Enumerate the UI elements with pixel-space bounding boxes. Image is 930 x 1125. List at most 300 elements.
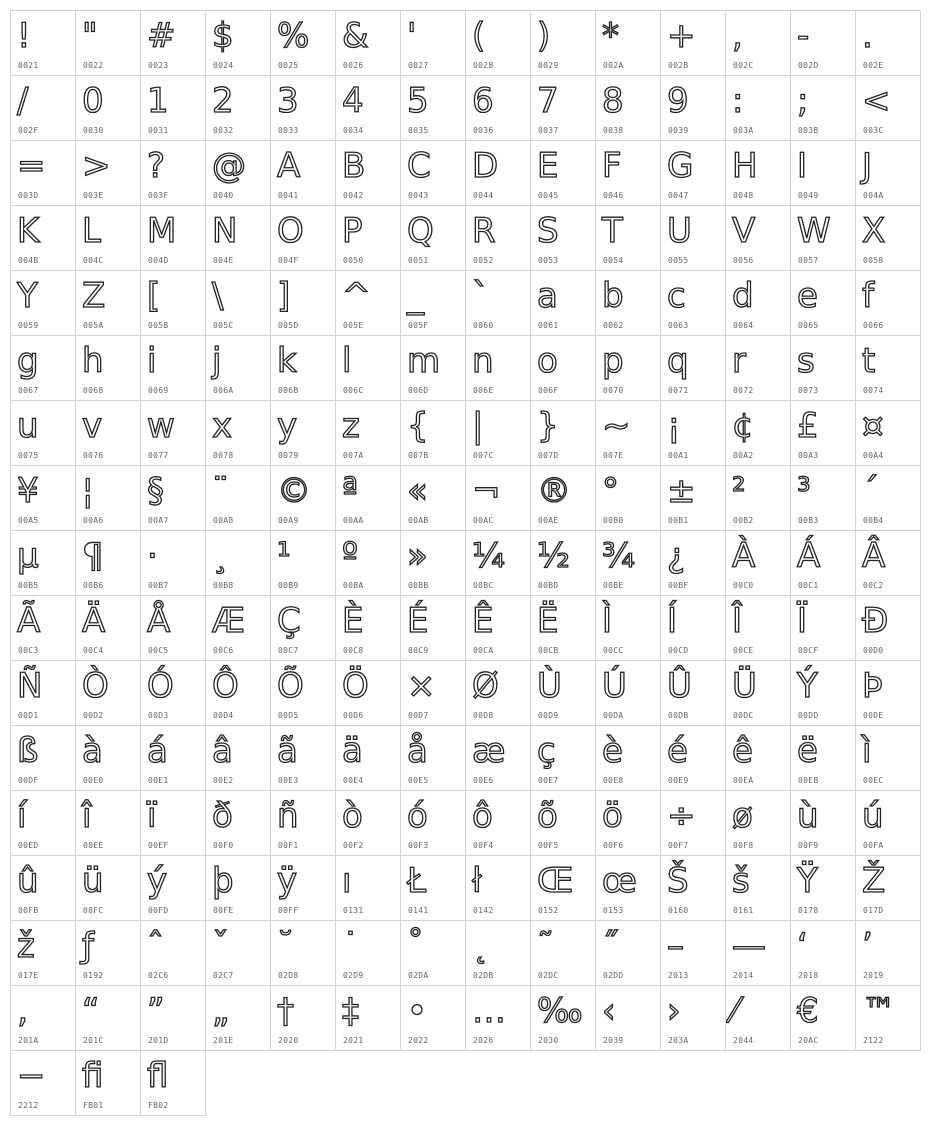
glyph-character: ñ bbox=[277, 796, 299, 836]
glyph-codepoint: 0025 bbox=[278, 61, 299, 70]
glyph-cell bbox=[856, 401, 921, 466]
glyph-cell bbox=[856, 596, 921, 661]
glyph-cell bbox=[401, 401, 466, 466]
glyph-codepoint: 00A3 bbox=[798, 451, 819, 460]
glyph-cell bbox=[531, 76, 596, 141]
glyph-character: æ bbox=[472, 731, 506, 771]
glyph-codepoint: 02D8 bbox=[278, 971, 299, 980]
glyph-codepoint: 00B0 bbox=[603, 516, 624, 525]
glyph-character: ’ bbox=[862, 926, 873, 966]
glyph-codepoint: 0077 bbox=[148, 451, 169, 460]
glyph-codepoint: 00DE bbox=[863, 711, 884, 720]
glyph-cell bbox=[531, 661, 596, 726]
glyph-character: a bbox=[537, 276, 558, 316]
glyph-codepoint: 00BA bbox=[343, 581, 364, 590]
glyph-character: “ bbox=[82, 991, 100, 1031]
glyph-cell bbox=[206, 206, 271, 271]
glyph-codepoint: FB02 bbox=[148, 1101, 169, 1110]
glyph-character: - bbox=[797, 16, 810, 56]
glyph-character: ‹ bbox=[602, 991, 616, 1031]
glyph-cell bbox=[11, 141, 76, 206]
glyph-character: g bbox=[17, 341, 39, 381]
glyph-cell bbox=[11, 791, 76, 856]
glyph-cell bbox=[141, 336, 206, 401]
glyph-codepoint: 00B9 bbox=[278, 581, 299, 590]
glyph-character: n bbox=[472, 341, 494, 381]
glyph-codepoint: 00BE bbox=[603, 581, 624, 590]
glyph-cell bbox=[141, 661, 206, 726]
glyph-codepoint: 00ED bbox=[18, 841, 39, 850]
glyph-codepoint: 006F bbox=[538, 386, 559, 395]
glyph-cell bbox=[206, 726, 271, 791]
glyph-codepoint: 00C6 bbox=[213, 646, 234, 655]
glyph-cell bbox=[76, 921, 141, 986]
glyph-cell bbox=[596, 726, 661, 791]
glyph-codepoint: 00C5 bbox=[148, 646, 169, 655]
glyph-codepoint: 00E9 bbox=[668, 776, 689, 785]
glyph-codepoint: 0070 bbox=[603, 386, 624, 395]
glyph-cell bbox=[401, 791, 466, 856]
glyph-character: % bbox=[277, 16, 310, 56]
glyph-character: − bbox=[17, 1056, 46, 1096]
glyph-codepoint: 02DD bbox=[603, 971, 624, 980]
glyph-character: õ bbox=[537, 796, 558, 836]
glyph-codepoint: 0049 bbox=[798, 191, 819, 200]
glyph-codepoint: 0064 bbox=[733, 321, 754, 330]
glyph-grid bbox=[10, 10, 920, 1116]
glyph-codepoint: 00B3 bbox=[798, 516, 819, 525]
glyph-cell bbox=[271, 271, 336, 336]
glyph-codepoint: 002D bbox=[798, 61, 819, 70]
glyph-codepoint: 2022 bbox=[408, 1036, 429, 1045]
glyph-character: Ø bbox=[472, 666, 499, 706]
glyph-cell bbox=[661, 141, 726, 206]
glyph-character: e bbox=[797, 276, 818, 316]
glyph-codepoint: 00E1 bbox=[148, 776, 169, 785]
glyph-codepoint: 0131 bbox=[343, 906, 364, 915]
glyph-character: · bbox=[147, 536, 158, 576]
glyph-cell bbox=[141, 856, 206, 921]
glyph-cell bbox=[531, 986, 596, 1051]
glyph-character: Š bbox=[667, 861, 689, 901]
glyph-character: ÿ bbox=[277, 861, 298, 901]
glyph-character: Î bbox=[732, 601, 743, 641]
glyph-codepoint: 00D8 bbox=[473, 711, 494, 720]
glyph-cell bbox=[531, 466, 596, 531]
glyph-character: ù bbox=[797, 796, 819, 836]
glyph-codepoint: 2020 bbox=[278, 1036, 299, 1045]
glyph-character: ú bbox=[862, 796, 884, 836]
glyph-character: Ö bbox=[342, 666, 369, 706]
glyph-cell bbox=[76, 661, 141, 726]
glyph-cell bbox=[271, 986, 336, 1051]
glyph-codepoint: 00A1 bbox=[668, 451, 689, 460]
glyph-codepoint: 005C bbox=[213, 321, 234, 330]
glyph-cell bbox=[596, 76, 661, 141]
glyph-codepoint: 0022 bbox=[83, 61, 104, 70]
glyph-cell bbox=[76, 141, 141, 206]
glyph-cell bbox=[466, 726, 531, 791]
glyph-character: W bbox=[797, 211, 831, 251]
glyph-codepoint: 00F8 bbox=[733, 841, 754, 850]
glyph-codepoint: 00E0 bbox=[83, 776, 104, 785]
glyph-codepoint: 00CE bbox=[733, 646, 754, 655]
glyph-cell bbox=[141, 466, 206, 531]
glyph-cell bbox=[531, 336, 596, 401]
glyph-codepoint: 00F1 bbox=[278, 841, 299, 850]
glyph-character: Ý bbox=[797, 666, 818, 706]
glyph-cell bbox=[726, 141, 791, 206]
glyph-character: R bbox=[472, 211, 496, 251]
glyph-codepoint: 0178 bbox=[798, 906, 819, 915]
glyph-character: ± bbox=[667, 471, 696, 511]
glyph-character: y bbox=[277, 406, 298, 446]
glyph-codepoint: 00CF bbox=[798, 646, 819, 655]
glyph-cell bbox=[206, 466, 271, 531]
glyph-cell bbox=[466, 401, 531, 466]
glyph-character: ‡ bbox=[342, 991, 359, 1031]
glyph-character: L bbox=[82, 211, 101, 251]
glyph-character: h bbox=[82, 341, 104, 381]
glyph-codepoint: 0160 bbox=[668, 906, 689, 915]
glyph-codepoint: 0033 bbox=[278, 126, 299, 135]
glyph-codepoint: 00C0 bbox=[733, 581, 754, 590]
glyph-character: ˙ bbox=[342, 926, 359, 966]
glyph-codepoint: 2044 bbox=[733, 1036, 754, 1045]
glyph-character: ł bbox=[472, 861, 482, 901]
glyph-cell bbox=[336, 531, 401, 596]
glyph-character: 5 bbox=[407, 81, 429, 121]
glyph-character: ê bbox=[732, 731, 753, 771]
glyph-cell bbox=[596, 401, 661, 466]
glyph-codepoint: 00E4 bbox=[343, 776, 364, 785]
glyph-cell bbox=[141, 791, 206, 856]
glyph-codepoint: 201E bbox=[213, 1036, 234, 1045]
glyph-character: ç bbox=[537, 731, 556, 771]
glyph-cell bbox=[661, 466, 726, 531]
glyph-cell bbox=[401, 466, 466, 531]
glyph-cell bbox=[531, 726, 596, 791]
glyph-character: ó bbox=[407, 796, 428, 836]
glyph-codepoint: 005A bbox=[83, 321, 104, 330]
glyph-codepoint: 00F3 bbox=[408, 841, 429, 850]
glyph-character: s bbox=[797, 341, 815, 381]
glyph-character: Œ bbox=[537, 861, 574, 901]
glyph-character: Ê bbox=[472, 601, 494, 641]
glyph-codepoint: 0073 bbox=[798, 386, 819, 395]
glyph-character: ª bbox=[342, 471, 359, 511]
glyph-codepoint: 00FF bbox=[278, 906, 299, 915]
glyph-cell bbox=[531, 206, 596, 271]
glyph-codepoint: 2212 bbox=[18, 1101, 39, 1110]
glyph-codepoint: 00BC bbox=[473, 581, 494, 590]
glyph-cell bbox=[206, 271, 271, 336]
glyph-character: À bbox=[732, 536, 756, 576]
glyph-codepoint: 0152 bbox=[538, 906, 559, 915]
glyph-codepoint: 00AE bbox=[538, 516, 559, 525]
glyph-character: ä bbox=[342, 731, 363, 771]
glyph-cell bbox=[596, 661, 661, 726]
glyph-cell bbox=[401, 596, 466, 661]
glyph-character: Ü bbox=[732, 666, 757, 706]
glyph-cell bbox=[661, 76, 726, 141]
glyph-codepoint: 0028 bbox=[473, 61, 494, 70]
glyph-cell bbox=[466, 206, 531, 271]
glyph-codepoint: 0056 bbox=[733, 256, 754, 265]
glyph-character: û bbox=[17, 861, 39, 901]
glyph-cell bbox=[596, 141, 661, 206]
glyph-codepoint: 0054 bbox=[603, 256, 624, 265]
glyph-codepoint: 00A6 bbox=[83, 516, 104, 525]
glyph-codepoint: 00E6 bbox=[473, 776, 494, 785]
glyph-character: ¡ bbox=[667, 406, 681, 446]
glyph-cell bbox=[271, 791, 336, 856]
glyph-character: ? bbox=[147, 146, 166, 186]
glyph-character: Ç bbox=[277, 601, 301, 641]
glyph-cell bbox=[76, 401, 141, 466]
glyph-character: Ð bbox=[862, 601, 889, 641]
glyph-codepoint: 2030 bbox=[538, 1036, 559, 1045]
glyph-codepoint: 00F6 bbox=[603, 841, 624, 850]
glyph-cell bbox=[336, 661, 401, 726]
glyph-cell bbox=[531, 11, 596, 76]
glyph-codepoint: 0153 bbox=[603, 906, 624, 915]
glyph-codepoint: 005B bbox=[148, 321, 169, 330]
glyph-cell bbox=[531, 271, 596, 336]
glyph-codepoint: 017D bbox=[863, 906, 884, 915]
glyph-cell bbox=[466, 76, 531, 141]
glyph-character: € bbox=[797, 991, 819, 1031]
glyph-cell bbox=[206, 531, 271, 596]
glyph-cell bbox=[856, 986, 921, 1051]
glyph-cell bbox=[596, 791, 661, 856]
glyph-character: Þ bbox=[862, 666, 883, 706]
glyph-character: , bbox=[732, 16, 743, 56]
glyph-cell bbox=[401, 856, 466, 921]
glyph-cell bbox=[141, 1051, 206, 1116]
glyph-cell bbox=[401, 986, 466, 1051]
glyph-codepoint: 006C bbox=[343, 386, 364, 395]
glyph-cell bbox=[661, 856, 726, 921]
glyph-cell bbox=[141, 596, 206, 661]
glyph-character: Í bbox=[667, 601, 678, 641]
glyph-character: @ bbox=[212, 146, 246, 186]
glyph-cell bbox=[596, 11, 661, 76]
glyph-character: I bbox=[797, 146, 808, 186]
glyph-character: \ bbox=[212, 276, 224, 316]
glyph-character: b bbox=[602, 276, 624, 316]
glyph-cell bbox=[596, 466, 661, 531]
glyph-character: ÷ bbox=[667, 796, 696, 836]
glyph-character: è bbox=[602, 731, 623, 771]
glyph-codepoint: 0059 bbox=[18, 321, 39, 330]
glyph-character: V bbox=[732, 211, 756, 251]
glyph-character: ² bbox=[732, 471, 746, 511]
glyph-codepoint: 00D4 bbox=[213, 711, 234, 720]
glyph-character: Ï bbox=[797, 601, 808, 641]
glyph-codepoint: 0031 bbox=[148, 126, 169, 135]
glyph-character: i bbox=[147, 341, 157, 381]
glyph-cell bbox=[271, 336, 336, 401]
glyph-cell bbox=[466, 856, 531, 921]
glyph-character: Ñ bbox=[17, 666, 43, 706]
glyph-character: m bbox=[407, 341, 441, 381]
glyph-character: È bbox=[342, 601, 364, 641]
glyph-cell bbox=[466, 661, 531, 726]
glyph-codepoint: 004A bbox=[863, 191, 884, 200]
glyph-cell bbox=[856, 661, 921, 726]
glyph-character: † bbox=[277, 991, 294, 1031]
glyph-character: › bbox=[667, 991, 681, 1031]
glyph-cell bbox=[336, 856, 401, 921]
glyph-character: … bbox=[472, 991, 506, 1031]
glyph-character: ¶ bbox=[82, 536, 104, 576]
glyph-character: ž bbox=[17, 926, 35, 966]
glyph-character: . bbox=[862, 16, 873, 56]
glyph-character: ‚ bbox=[17, 991, 28, 1031]
glyph-codepoint: 003E bbox=[83, 191, 104, 200]
glyph-cell bbox=[791, 11, 856, 76]
glyph-character: ¨ bbox=[212, 471, 229, 511]
glyph-cell bbox=[336, 986, 401, 1051]
glyph-cell bbox=[401, 726, 466, 791]
glyph-cell bbox=[401, 76, 466, 141]
glyph-cell bbox=[206, 856, 271, 921]
glyph-codepoint: 006A bbox=[213, 386, 234, 395]
glyph-character: 0 bbox=[82, 81, 104, 121]
glyph-character: ; bbox=[797, 81, 809, 121]
glyph-codepoint: 0069 bbox=[148, 386, 169, 395]
glyph-cell bbox=[11, 401, 76, 466]
glyph-codepoint: 00AA bbox=[343, 516, 364, 525]
glyph-character: K bbox=[17, 211, 40, 251]
glyph-character: ] bbox=[277, 276, 291, 316]
glyph-cell bbox=[791, 76, 856, 141]
glyph-codepoint: 0024 bbox=[213, 61, 234, 70]
glyph-codepoint: 00B7 bbox=[148, 581, 169, 590]
glyph-cell bbox=[661, 986, 726, 1051]
glyph-character: ½ bbox=[537, 536, 570, 576]
glyph-character: | bbox=[472, 406, 484, 446]
glyph-character: Ú bbox=[602, 666, 627, 706]
glyph-character: P bbox=[342, 211, 363, 251]
glyph-codepoint: 201C bbox=[83, 1036, 104, 1045]
glyph-character: £ bbox=[797, 406, 819, 446]
glyph-codepoint: 0061 bbox=[538, 321, 559, 330]
glyph-character: ! bbox=[17, 16, 31, 56]
glyph-codepoint: 0038 bbox=[603, 126, 624, 135]
glyph-cell bbox=[11, 856, 76, 921]
glyph-cell bbox=[206, 986, 271, 1051]
glyph-cell bbox=[726, 76, 791, 141]
glyph-codepoint: 0046 bbox=[603, 191, 624, 200]
glyph-cell bbox=[726, 726, 791, 791]
glyph-codepoint: 0040 bbox=[213, 191, 234, 200]
glyph-codepoint: 00A8 bbox=[213, 516, 234, 525]
glyph-character: ƒ bbox=[82, 926, 94, 966]
glyph-cell bbox=[596, 921, 661, 986]
glyph-cell bbox=[726, 206, 791, 271]
glyph-character: N bbox=[212, 211, 238, 251]
glyph-codepoint: 0047 bbox=[668, 191, 689, 200]
glyph-codepoint: 0044 bbox=[473, 191, 494, 200]
glyph-character: E bbox=[537, 146, 559, 186]
glyph-character: Ù bbox=[537, 666, 562, 706]
glyph-character: ¥ bbox=[17, 471, 39, 511]
glyph-cell bbox=[11, 76, 76, 141]
glyph-codepoint: 00C3 bbox=[18, 646, 39, 655]
glyph-codepoint: 00C4 bbox=[83, 646, 104, 655]
glyph-codepoint: 00F7 bbox=[668, 841, 689, 850]
glyph-character: à bbox=[82, 731, 103, 771]
glyph-codepoint: 00FE bbox=[213, 906, 234, 915]
glyph-character: A bbox=[277, 146, 301, 186]
glyph-codepoint: 203A bbox=[668, 1036, 689, 1045]
glyph-character: Ë bbox=[537, 601, 559, 641]
glyph-cell bbox=[401, 921, 466, 986]
glyph-codepoint: 0027 bbox=[408, 61, 429, 70]
glyph-cell bbox=[271, 141, 336, 206]
glyph-character: H bbox=[732, 146, 758, 186]
glyph-codepoint: 003B bbox=[798, 126, 819, 135]
glyph-cell bbox=[141, 11, 206, 76]
glyph-character: p bbox=[602, 341, 624, 381]
glyph-cell bbox=[76, 791, 141, 856]
glyph-codepoint: 2122 bbox=[863, 1036, 884, 1045]
glyph-character: Á bbox=[797, 536, 821, 576]
glyph-character: ¹ bbox=[277, 536, 291, 576]
glyph-codepoint: 00BD bbox=[538, 581, 559, 590]
glyph-codepoint: 20AC bbox=[798, 1036, 819, 1045]
glyph-character: 1 bbox=[147, 81, 169, 121]
glyph-cell bbox=[11, 336, 76, 401]
glyph-character: ˆ bbox=[147, 926, 164, 966]
glyph-character: F bbox=[602, 146, 622, 186]
glyph-codepoint: 2021 bbox=[343, 1036, 364, 1045]
glyph-character: w bbox=[147, 406, 175, 446]
glyph-character: ü bbox=[82, 861, 104, 901]
glyph-character: ˘ bbox=[277, 926, 294, 966]
glyph-codepoint: 00D6 bbox=[343, 711, 364, 720]
glyph-codepoint: 0161 bbox=[733, 906, 754, 915]
glyph-codepoint: 0037 bbox=[538, 126, 559, 135]
glyph-character: Æ bbox=[212, 601, 246, 641]
glyph-character: r bbox=[732, 341, 746, 381]
glyph-character: ¸ bbox=[212, 536, 229, 576]
glyph-cell bbox=[726, 596, 791, 661]
glyph-codepoint: 00FA bbox=[863, 841, 884, 850]
glyph-cell bbox=[401, 531, 466, 596]
glyph-codepoint: 0068 bbox=[83, 386, 104, 395]
glyph-codepoint: 02DC bbox=[538, 971, 559, 980]
glyph-cell bbox=[596, 531, 661, 596]
glyph-codepoint: 00DA bbox=[603, 711, 624, 720]
glyph-codepoint: 02D9 bbox=[343, 971, 364, 980]
glyph-cell bbox=[531, 791, 596, 856]
glyph-cell bbox=[206, 791, 271, 856]
glyph-codepoint: 0050 bbox=[343, 256, 364, 265]
glyph-character: ° bbox=[602, 471, 619, 511]
glyph-character: } bbox=[537, 406, 559, 446]
glyph-cell bbox=[336, 336, 401, 401]
glyph-codepoint: FB01 bbox=[83, 1101, 104, 1110]
glyph-character: / bbox=[17, 81, 29, 121]
glyph-cell bbox=[401, 271, 466, 336]
glyph-character: ˇ bbox=[212, 926, 229, 966]
glyph-cell bbox=[531, 401, 596, 466]
glyph-codepoint: 0043 bbox=[408, 191, 429, 200]
glyph-cell bbox=[76, 596, 141, 661]
